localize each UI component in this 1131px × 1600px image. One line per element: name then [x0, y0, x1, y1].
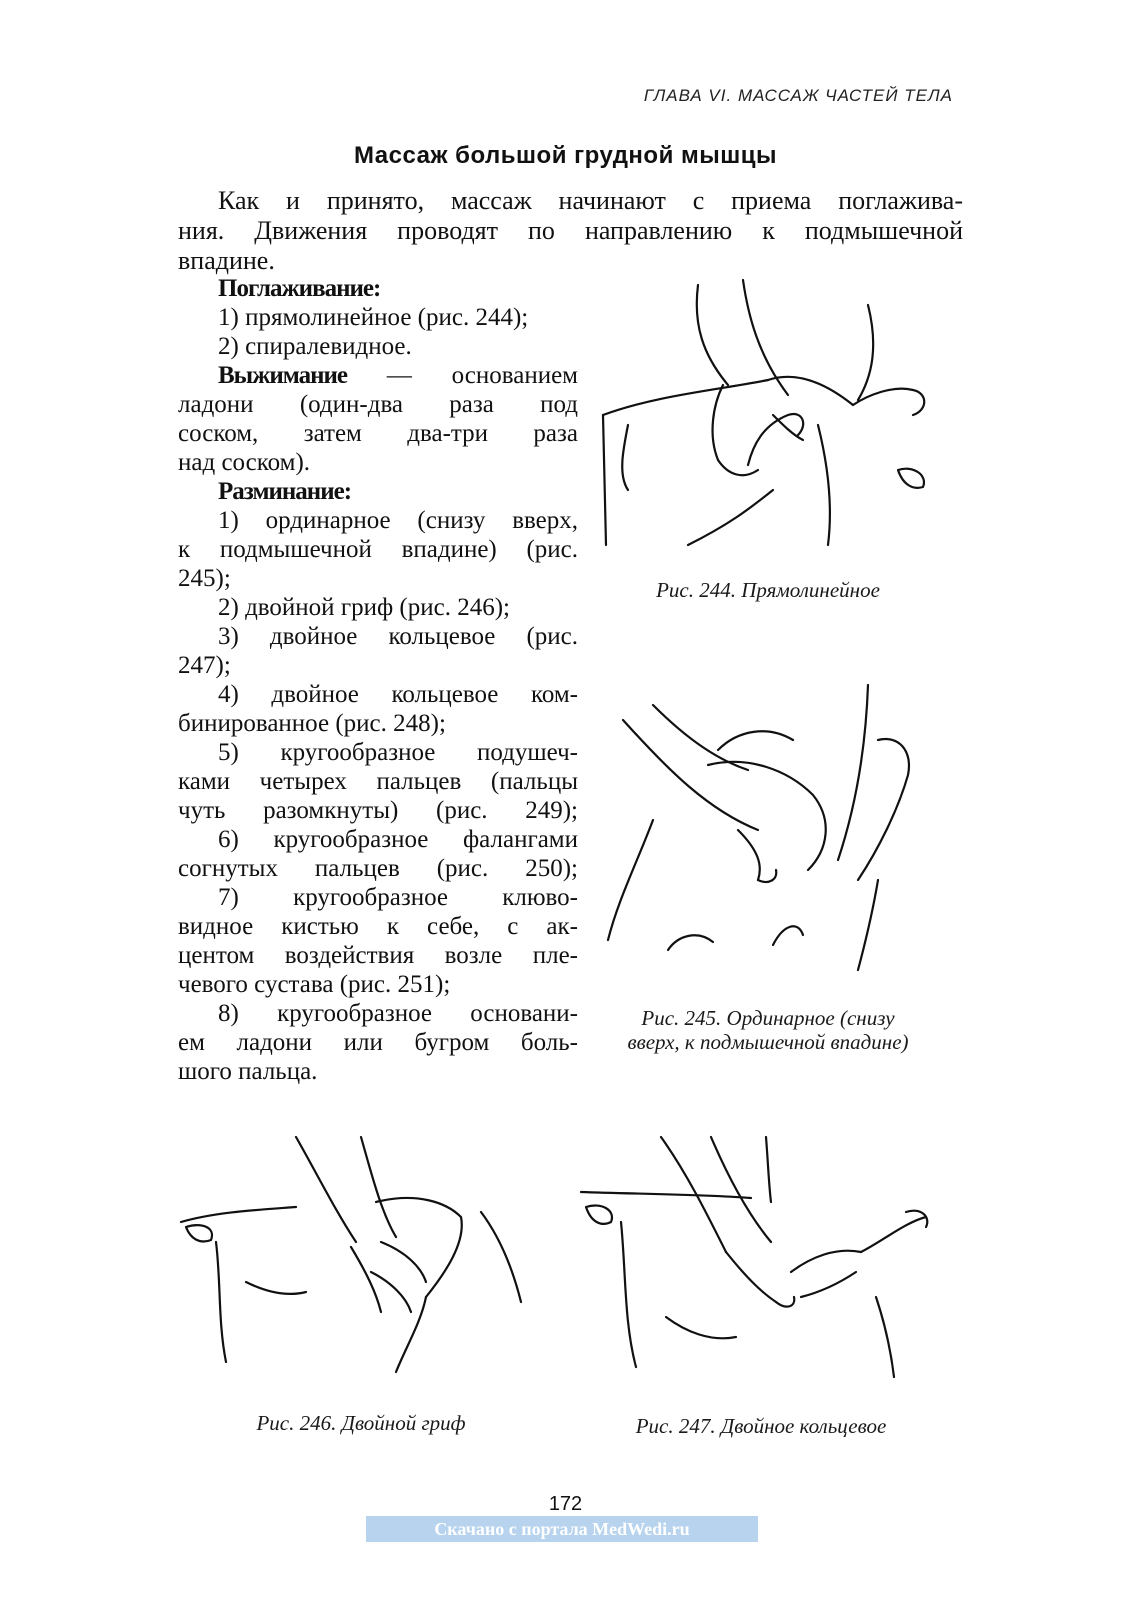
- list-item: 6) кругообразное фалангами: [218, 826, 578, 853]
- figure-244-caption: Рис. 244. Прямолинейное: [656, 578, 880, 602]
- list-item: ем ладони или бугром боль-: [178, 1029, 578, 1056]
- intro-paragraph: [178, 186, 963, 276]
- list-item: 247);: [178, 652, 231, 679]
- list-item: чевого сустава (рис. 251);: [178, 971, 451, 998]
- list-item: 1) прямолинейное (рис. 244);: [218, 304, 529, 331]
- list-item: согнутых пальцев (рис. 250);: [178, 855, 578, 882]
- heading-kneading: Разминание:: [218, 478, 352, 505]
- list-item: шого пальца.: [178, 1058, 318, 1085]
- list-item: 245);: [178, 565, 231, 592]
- list-item: 8) кругообразное основани-: [218, 1000, 578, 1027]
- list-item: центом воздействия возле пле-: [178, 942, 578, 969]
- list-item: над соском).: [178, 449, 311, 476]
- intro-line-3: впадине.: [178, 246, 275, 275]
- figure-245-caption-line-1: Рис. 245. Ординарное (снизу: [641, 1006, 895, 1030]
- list-item: к подмышечной впадине) (рис.: [178, 536, 578, 563]
- list-item: 4) двойное кольцевое ком-: [218, 681, 578, 708]
- list-item: 5) кругообразное подушеч-: [218, 739, 578, 766]
- heading-stroking: Поглаживание:: [218, 275, 381, 302]
- intro-line-2: ния. Движения проводят по направлению к подмышечной: [178, 216, 963, 245]
- figure-245-caption-line-2: вверх, к подмышечной впадине): [627, 1030, 909, 1054]
- list-item: ладони (один-два раза под: [178, 391, 578, 418]
- intro-line-1: Как и принято, массаж начинают с приема поглажива-: [218, 186, 963, 215]
- figure-245-caption: [598, 1006, 938, 1054]
- running-header: ГЛАВА VI. МАССАЖ ЧАСТЕЙ ТЕЛА: [643, 86, 953, 105]
- list-item: 2) двойной гриф (рис. 246);: [218, 594, 510, 621]
- list-item: видное кистью к себе, с ак-: [178, 913, 578, 940]
- list-item: ками четырех пальцев (пальцы: [178, 768, 578, 795]
- figure-245-illustration: [598, 680, 938, 980]
- list-item: соском, затем два-три раза: [178, 420, 578, 447]
- page-number: 172: [548, 1493, 583, 1515]
- list-item: 1) ординарное (снизу вверх,: [218, 507, 578, 534]
- technique-list: [178, 274, 578, 1086]
- list-item: 3) двойное кольцевое (рис.: [218, 623, 578, 650]
- download-watermark[interactable]: Скачано с портала MedWedi.ru: [366, 1516, 758, 1542]
- list-item: бинированное (рис. 248);: [178, 710, 446, 737]
- heading-squeezing: Выжимание: [218, 362, 347, 389]
- squeezing-line: Выжимание — основанием: [218, 362, 578, 389]
- figure-247-illustration: [576, 1132, 946, 1382]
- figure-244-illustration: [598, 275, 938, 560]
- figure-246-caption: Рис. 246. Двойной гриф: [256, 1411, 466, 1435]
- list-item: чуть разомкнуты) (рис. 249);: [178, 797, 578, 824]
- list-item: 2) спиралевидное.: [218, 333, 412, 360]
- figure-246-illustration: [176, 1132, 546, 1382]
- list-item: 7) кругообразное клюво-: [218, 884, 578, 911]
- section-title: Массаж большой грудной мышцы: [353, 142, 778, 169]
- figure-247-caption: Рис. 247. Двойное кольцевое: [635, 1414, 887, 1438]
